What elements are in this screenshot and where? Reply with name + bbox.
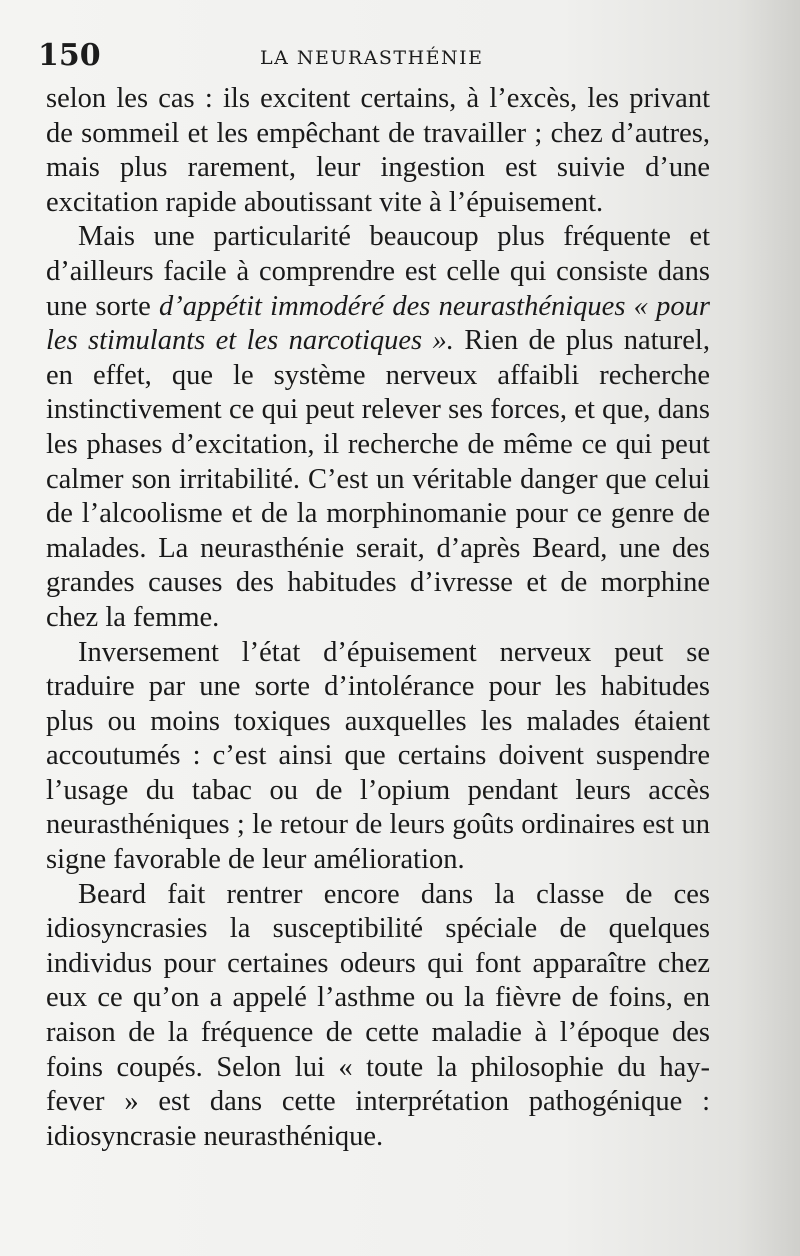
running-title: LA NEURASTHÉNIE (260, 47, 484, 69)
page-header (38, 34, 758, 78)
paragraph-2-text-end: Rien de plus naturel, en effet, que le système nerveux affaibli recherche instinctivement ce qui peut relever ses forces, et que, dans les phases d’excitation, il recherche de même ce qui peut calmer son irritabilité. C’est un véritable danger que celui de l’alcoolisme et de la morphinomanie pour ce genre de malades. La neurasthénie serait, d’après Beard, une des grandes causes des habitudes d’ivresse et de morphine chez la femme. (46, 325, 710, 633)
page-number: 150 (38, 38, 101, 73)
paragraph-4: Beard fait rentrer encore dans la classe de ces idiosyncrasies la susceptibilité spéciale de quelques individus pour certaines odeurs qui font apparaître chez eux ce qu’on a appelé l’asthme ou la fièvre de foins, en raison de la fréquence de cette maladie à l’époque des foins coupés. Selon lui « toute la philosophie du hay-fever » est dans cette interprétation pathogénique : idiosyncrasie neurasthénique. (46, 878, 710, 1152)
paragraph-3: Inversement l’état d’épuisement nerveux peut se traduire par une sorte d’intolérance pour les habitudes plus ou moins toxiques auxquelles les malades étaient accoutumés : c’est ainsi que certains doivent suspendre l’usage du tabac ou de l’opium pendant leurs accès neurasthéniques ; le retour de leurs goûts ordinaires est un signe favorable de leur amélioration. (46, 636, 710, 876)
paragraph-2-italic-phrase: d’appétit immodéré des neurasthéniques « pour les stimulants et les narcotiques ». (46, 290, 710, 357)
paragraph-2-text-start: Mais une particularité beaucoup plus fréquente et d’ailleurs facile à comprendre est celle qui consiste dans une sorte (46, 221, 710, 322)
paragraph-1: selon les cas : ils excitent certains, à l’excès, les privant de sommeil et les empêchant de travailler ; chez d’autres, mais plus rarement, leur ingestion est suivie d’une excitation rapide aboutissant vite à l’épuisement. (46, 83, 710, 218)
body-text (46, 82, 710, 1154)
paragraph-2 (46, 220, 710, 635)
